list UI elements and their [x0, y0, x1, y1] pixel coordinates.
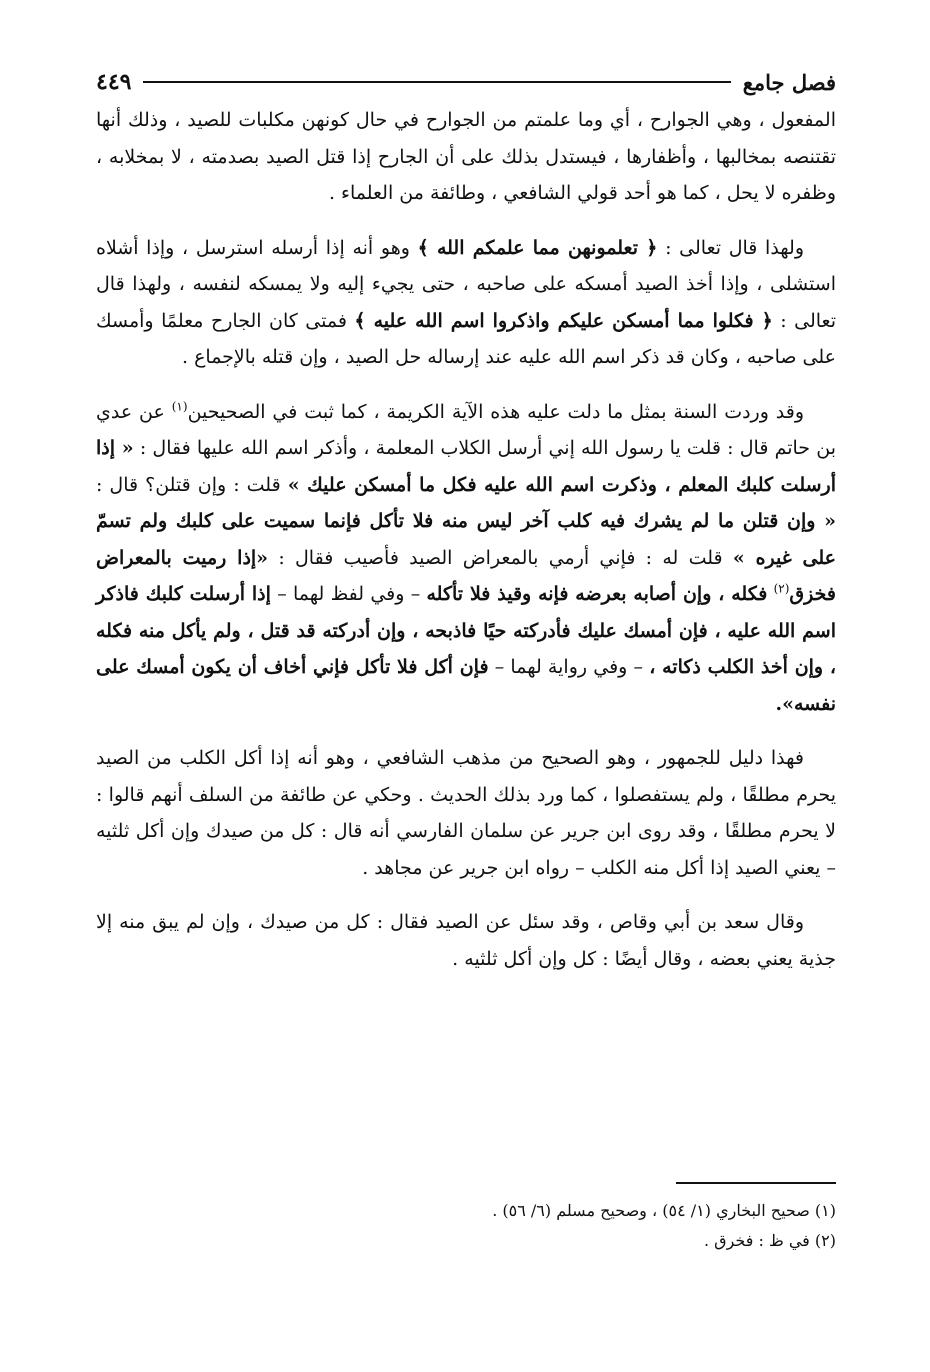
hadith-quote-1: « إذا أرسلت كلبك المعلم ، وذكرت اسم الله عليه فكل ما أمسكن عليك » — [96, 437, 836, 496]
footnotes — [96, 1182, 836, 1256]
footnote-1: (١) صحيح البخاري (١/ ٥٤) ، وصحيح مسلم (٦/ ٥٦) . — [492, 1201, 836, 1220]
paragraph-3 — [96, 394, 836, 723]
hadith-quote-5: إذا أرسلت كلبك فاذكر اسم الله عليه ، فإن أمسك عليك فأدركته حيًا فاذبحه ، وإن أدركته قد قتل ، ولم يأكل منه فكله ، وإن أخذ الكلب ذكاته ، — [96, 583, 836, 678]
quran-verse-2: ﴿ فكلوا مما أمسكن عليكم واذكروا اسم الله عليه ﴾ — [354, 309, 773, 332]
hadith-quote-2: « وإن قتلن ما لم يشرك فيه كلب آخر ليس منه فلا تأكل فإنما سميت على كلبك ولم تسمّ على غيره » — [96, 510, 836, 569]
paragraph-3-text-b: عن عدي بن حاتم قال : قلت يا رسول الله إني أرسل الكلاب المعلمة ، وأذكر اسم الله عليها فقال : — [96, 400, 836, 459]
book-page — [96, 62, 836, 1352]
paragraph-2 — [96, 230, 836, 376]
header-rule — [143, 81, 730, 83]
paragraph-5: وقال سعد بن أبي وقاص ، وقد سئل عن الصيد فقال : كل من صيدك ، وإن لم يبق منه إلا جذية يعني بعضه ، وقال أيضًا : كل وإن أكل ثلثيه . — [96, 911, 836, 970]
paragraph-2-text-b: وهو أنه إذا أرسله استرسل ، وإذا أشلاه استشلى ، وإذا أخذ الصيد أمسكه على صاحبه ، حتى يجيء إليه ولا يمسكه لنفسه ، ولهذا قال تعالى : — [96, 236, 836, 332]
footnote-ref-2: (٢) — [773, 581, 790, 596]
paragraph-4: فهذا دليل للجمهور ، وهو الصحيح من مذهب الشافعي ، وهو أنه إذا أكل الكلب من الصيد يحرم مطلقًا ، ولم يستفصلوا ، كما ورد بذلك الحديث . وحكي عن طائفة من السلف أنهم قالوا : لا يحرم مطلقًا ، وقد روى ابن جرير عن سلمان الفارسي أنه قال : كل من صيدك وإن أكل ثلثيه – يعني الصيد إذا أكل منه الكلب – رواه ابن جرير عن مجاهد . — [96, 747, 836, 879]
paragraph-3-text-f: – وفي رواية لهما – — [494, 656, 644, 678]
paragraph-3-text-c: قلت : وإن قتلن؟ قال : — [96, 473, 281, 496]
paragraph-gap — [96, 212, 836, 230]
paragraph-3-text-d: قلت له : فإني أرمي بالمعراض الصيد فأصيب فقال : — [278, 546, 723, 569]
paragraph-1: المفعول ، وهي الجوارح ، أي وما علمتم من الجوارح في حال كونهن مكلبات للصيد ، وذلك أنها تقتنصه بمخالبها ، وأظفارها ، فيستدل بذلك على أن الجارح إذا قتل الصيد بصدمته ، لا بمخلابه ، وظفره لا يحل ، كما هو أحد قولي الشافعي ، وطائفة من العلماء . — [96, 109, 836, 204]
page-number: ٤٤٩ — [96, 69, 132, 95]
quran-verse-1: ﴿ تعلمونهن مما علمكم الله ﴾ — [417, 236, 658, 259]
section-title: فصل جامع — [742, 69, 836, 95]
paragraph-gap — [96, 722, 836, 740]
hadith-quote-6: فإن أكل فلا تأكل فإني أخاف أن يكون أمسك على نفسه». — [96, 656, 836, 715]
paragraph-3-text-a: وقد وردت السنة بمثل ما دلت عليه هذه الآية الكريمة ، كما ثبت في الصحيحين — [187, 400, 804, 423]
page-header — [96, 62, 836, 102]
paragraph-gap — [96, 886, 836, 904]
hadith-quote-3: «إذا رميت بالمعراض فخزق — [96, 546, 836, 605]
hadith-quote-4: فكله ، وإن أصابه بعرضه فإنه وقيذ فلا تأكله — [426, 583, 768, 605]
footnote-2: (٢) في ظ : فخرق . — [704, 1231, 836, 1250]
footnote-rule — [676, 1182, 836, 1184]
paragraph-2-text-c: فمتى كان الجارح معلمًا وأمسك على صاحبه ، وكان قد ذكر اسم الله عليه عند إرساله حل الصيد ، وإن قتله بالإجماع . — [96, 309, 836, 368]
paragraph-gap — [96, 376, 836, 394]
paragraph-3-text-e: – وفي لفظ لهما – — [277, 583, 421, 605]
paragraph-2-text-a: ولهذا قال تعالى : — [665, 236, 805, 259]
footnote-ref-1: (١) — [171, 399, 188, 414]
